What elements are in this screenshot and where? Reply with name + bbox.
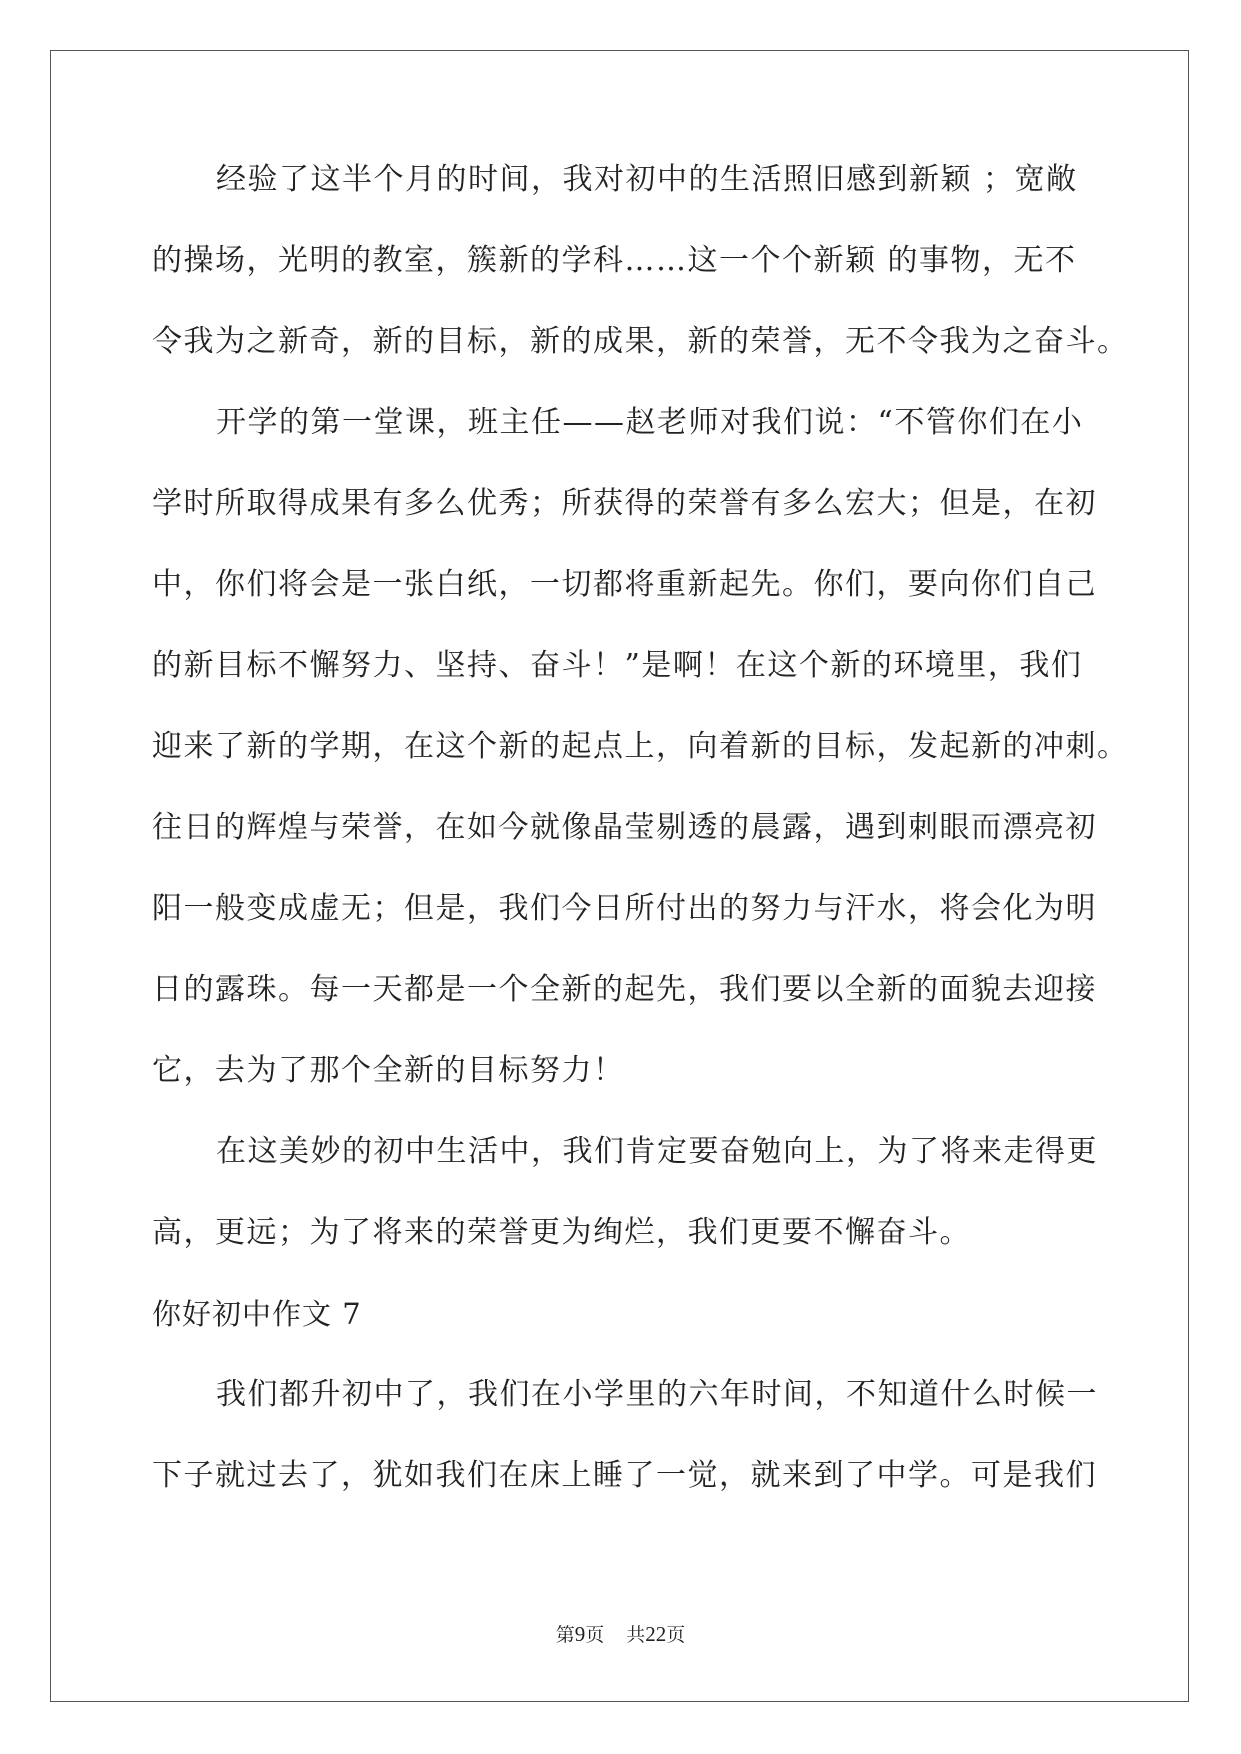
total-suffix: 页	[666, 1624, 686, 1646]
text-line: 开学的第一堂课，班主任——赵老师对我们说：“不管你们在小	[216, 405, 1084, 440]
text-line: 高，更远；为了将来的荣誉更为绚烂，我们更要不懈奋斗。	[152, 1215, 971, 1250]
page-suffix: 页	[585, 1624, 605, 1646]
text-line: 经验了这半个月的时间，我对初中的生活照旧感到新颖 ；宽敞	[216, 162, 1078, 197]
text-line: 阳一般变成虚无；但是，我们今日所付出的努力与汗水，将会化为明	[152, 891, 1097, 926]
text-line: 迎来了新的学期，在这个新的起点上，向着新的目标，发起新的冲刺。	[152, 729, 1129, 764]
text-line: 它，去为了那个全新的目标努力！	[152, 1053, 625, 1088]
text-line: 的操场，光明的教室，簇新的学科……这一个个新颖 的事物，无不	[152, 243, 1077, 278]
section-heading: 你好初中作文 7	[152, 1297, 362, 1331]
text-line: 日的露珠。每一天都是一个全新的起先，我们要以全新的面貌去迎接	[152, 972, 1097, 1007]
total-prefix: 共	[626, 1624, 646, 1646]
text-line: 我们都升初中了，我们在小学里的六年时间，不知道什么时候一	[216, 1377, 1098, 1412]
document-body	[152, 160, 1129, 1537]
total-pages: 22	[645, 1622, 667, 1646]
text-line: 往日的辉煌与荣誉，在如今就像晶莹剔透的晨露，遇到刺眼而漂亮初	[152, 810, 1097, 845]
text-line: 的新目标不懈努力、坚持、奋斗！”是啊！在这个新的环境里，我们	[152, 648, 1083, 683]
page-prefix: 第	[555, 1624, 575, 1646]
text-line: 中，你们将会是一张白纸，一切都将重新起先。你们，要向你们自己	[152, 567, 1097, 602]
text-line: 学时所取得成果有多么优秀；所获得的荣誉有多么宏大；但是，在初	[152, 486, 1097, 521]
text-line: 令我为之新奇，新的目标，新的成果，新的荣誉，无不令我为之奋斗。	[152, 324, 1129, 359]
text-line: 下子就过去了，犹如我们在床上睡了一觉，就来到了中学。可是我们	[152, 1458, 1097, 1493]
text-line: 在这美妙的初中生活中，我们肯定要奋勉向上，为了将来走得更	[216, 1134, 1098, 1169]
page-footer	[0, 1620, 1241, 1647]
page-number: 9	[574, 1622, 586, 1646]
